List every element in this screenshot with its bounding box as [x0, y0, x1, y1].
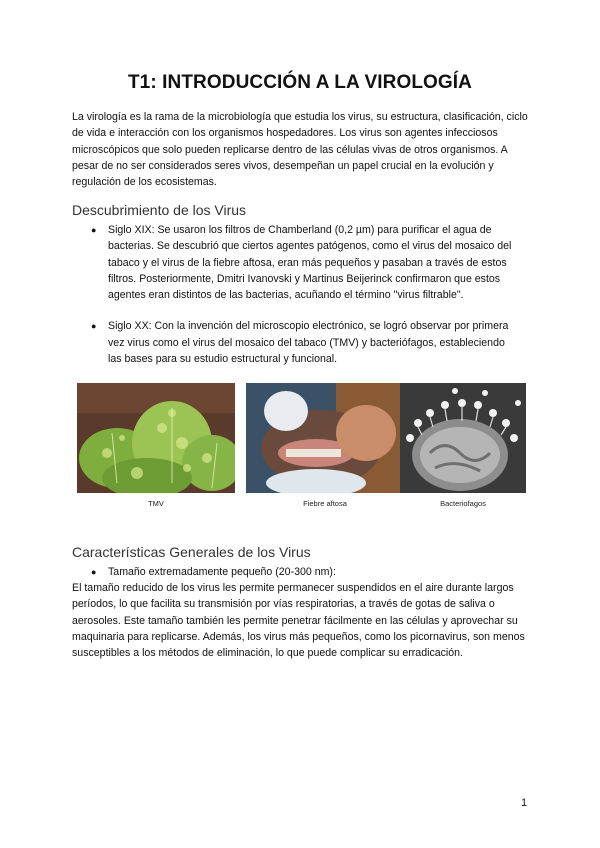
page-title: T1: INTRODUCCIÓN A LA VIROLOGÍA — [127, 72, 473, 93]
discovery-list — [91, 222, 518, 367]
characteristics-list — [91, 564, 518, 580]
list-item-text: Siglo XX: Con la invención del microscopio electrónico, se logró observar por primera vez virus como el virus del mosaico del tabaco (TMV) y bacteriófagos, estableciendo las bases para su estudio estructural y funcional. — [108, 320, 509, 366]
list-item — [91, 564, 518, 580]
figure-fiebre-aftosa — [246, 383, 404, 508]
figure-caption: Bacteriofagos — [440, 499, 486, 508]
bullet-icon: ● — [91, 567, 97, 577]
list-item — [91, 318, 518, 367]
bullet-icon: ● — [91, 321, 97, 332]
figure-caption: Fiebre aftosa — [303, 499, 347, 508]
bacteriofagos-image — [400, 383, 526, 493]
size-paragraph: El tamaño reducido de los virus les permite permanecer suspendidos en el aire durante largos períodos, lo que facilita su transmisión por vías respiratorias, a través de gotas de saliva o aerosoles. Este tamaño también les permite penetrar fácilmente en las células y aprovechar su maquinaria para replicarse. Además, los virus más pequeños, como los picornavirus, son menos susceptibles a los métodos de eliminación, lo que puede complicar su erradicación. — [72, 582, 525, 660]
section-heading-discovery: Descubrimiento de los Virus — [72, 202, 247, 218]
figure-tmv — [77, 383, 235, 508]
section-heading-characteristics: Características Generales de los Virus — [72, 544, 311, 560]
fiebre-aftosa-image — [246, 383, 404, 493]
tmv-leaf-image — [77, 383, 235, 493]
list-item-text: Siglo XIX: Se usaron los filtros de Chamberland (0,2 µm) para purificar el agua de bacterias. Se descubrió que ciertos agentes patógenos, como el virus del mosaico del tabaco y el virus de la fiebre aftosa, eran más pequeños y pasaban a través de estos filtros. Posteriormente, Dmitri Ivanovski y Martinus Beijerinck confirmaron que estos agentes eran distintos de las bacterias, acuñando el término "virus filtrable". — [108, 224, 512, 302]
list-item-text: Tamaño extremadamente pequeño (20-300 nm): — [108, 566, 336, 578]
bullet-icon: ● — [91, 225, 97, 235]
list-item — [91, 222, 518, 303]
figure-caption: TMV — [148, 499, 164, 508]
page-number: 1 — [521, 797, 527, 809]
intro-paragraph: La virología es la rama de la microbiología que estudia los virus, su estructura, clasificación, ciclo de vida e interacción con los organismos hospedadores. Los virus son agentes infecciosos microscópicos que solo pueden replicarse dentro de las células vivas de otros organismos. A pesar de no ser considerados seres vivos, desempeñan un papel crucial en la evolución y regulación de los ecosistemas. — [72, 111, 528, 189]
figure-bacteriofagos — [400, 383, 526, 508]
